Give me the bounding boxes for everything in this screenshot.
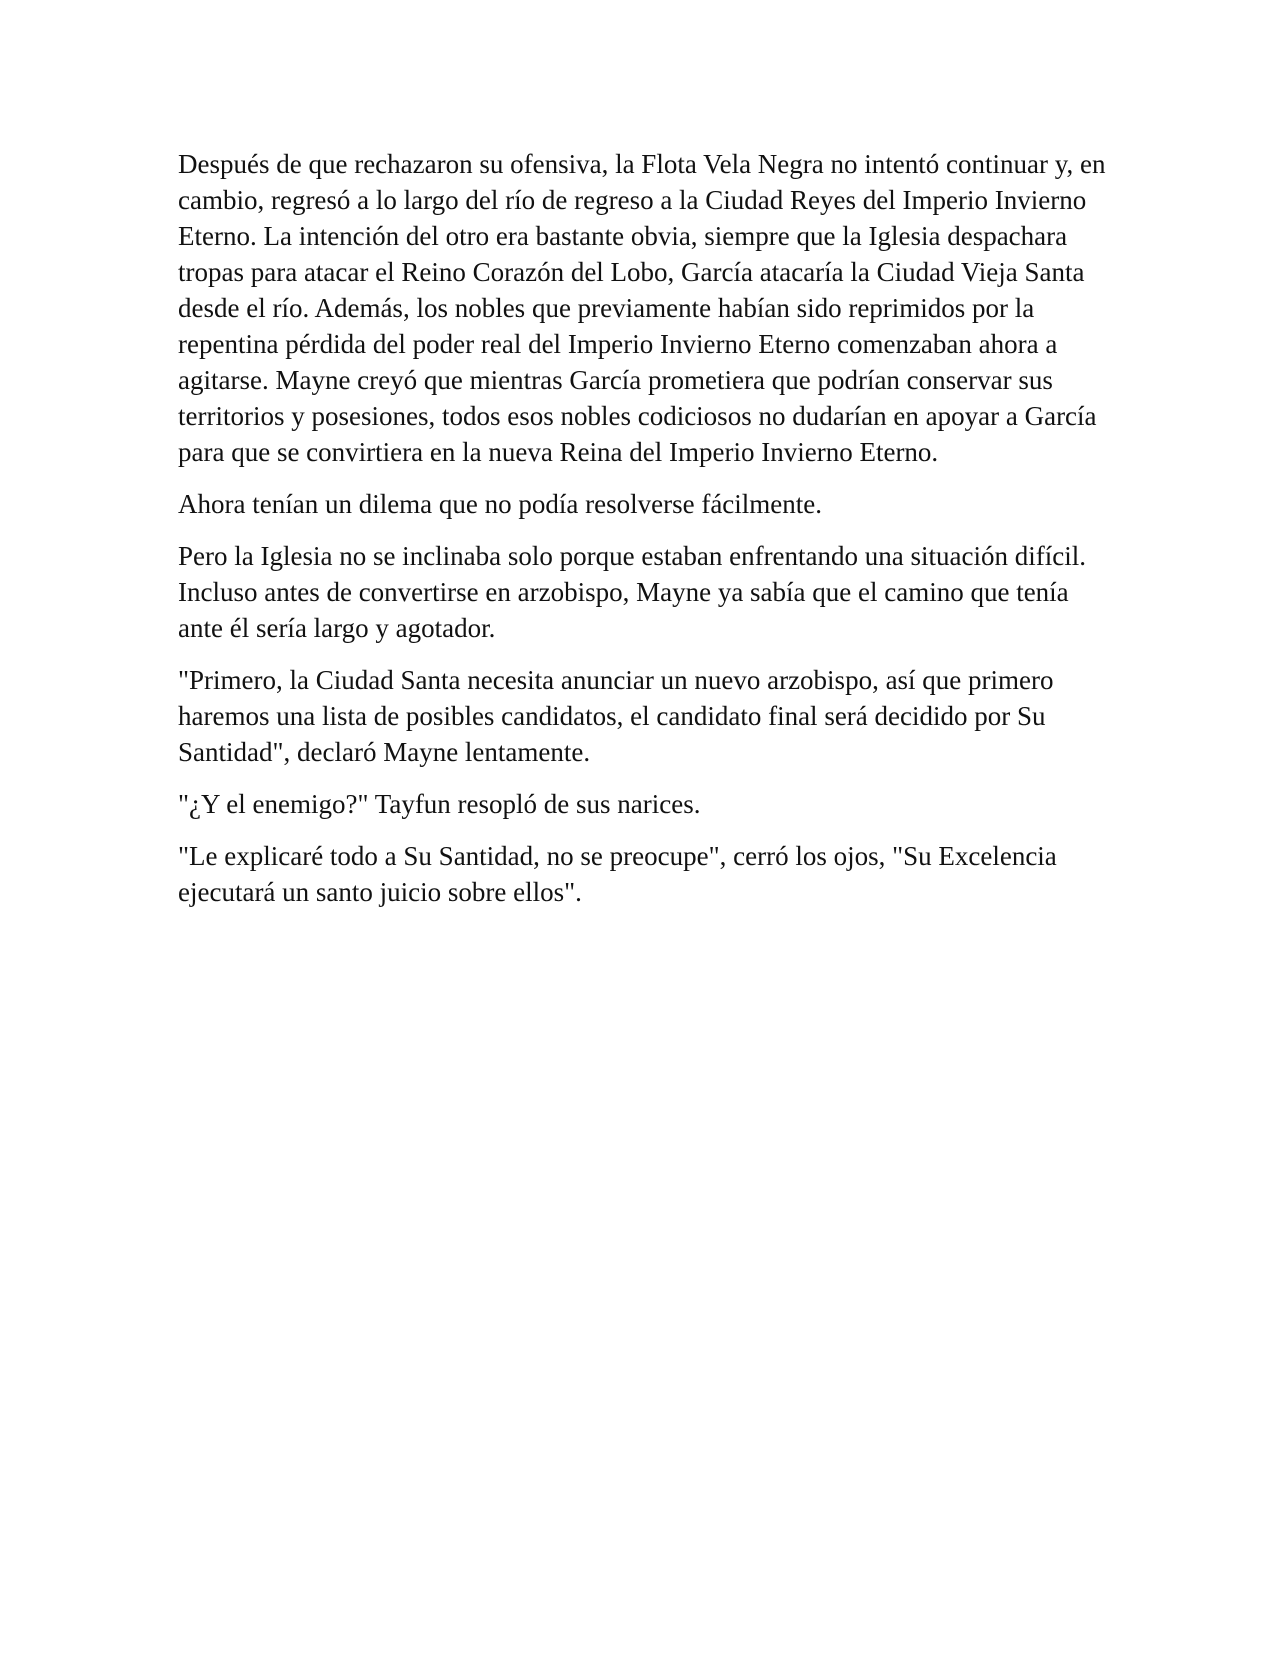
paragraph: Ahora tenían un dilema que no podía resolverse fácilmente. bbox=[178, 489, 823, 519]
paragraph: Pero la Iglesia no se inclinaba solo porque estaban enfrentando una situación difícil. Incluso antes de convertirse en arzobispo, Mayne ya sabía que el camino que tenía ante él sería largo y agotador. bbox=[178, 541, 1086, 643]
paragraph: "Primero, la Ciudad Santa necesita anunciar un nuevo arzobispo, así que primero haremos una lista de posibles candidatos, el candidato final será decidido por Su Santidad", declaró Mayne lentamente. bbox=[178, 665, 1054, 767]
paragraph: "Le explicaré todo a Su Santidad, no se preocupe", cerró los ojos, "Su Excelencia ejecutará un santo juicio sobre ellos". bbox=[178, 841, 1057, 907]
paragraph: "¿Y el enemigo?" Tayfun resopló de sus narices. bbox=[178, 789, 701, 819]
document-body bbox=[178, 146, 1118, 926]
paragraph: Después de que rechazaron su ofensiva, la Flota Vela Negra no intentó continuar y, en cambio, regresó a lo largo del río de regreso a la Ciudad Reyes del Imperio Invierno Eterno. La intención del otro era bastante obvia, siempre que la Iglesia despachara tropas para atacar el Reino Corazón del Lobo, García atacaría la Ciudad Vieja Santa desde el río. Además, los nobles que previamente habían sido reprimidos por la repentina pérdida del poder real del Imperio Invierno Eterno comenzaban ahora a agitarse. Mayne creyó que mientras García prometiera que podrían conservar sus territorios y posesiones, todos esos nobles codiciosos no dudarían en apoyar a García para que se convirtiera en la nueva Reina del Imperio Invierno Eterno. bbox=[178, 149, 1106, 467]
